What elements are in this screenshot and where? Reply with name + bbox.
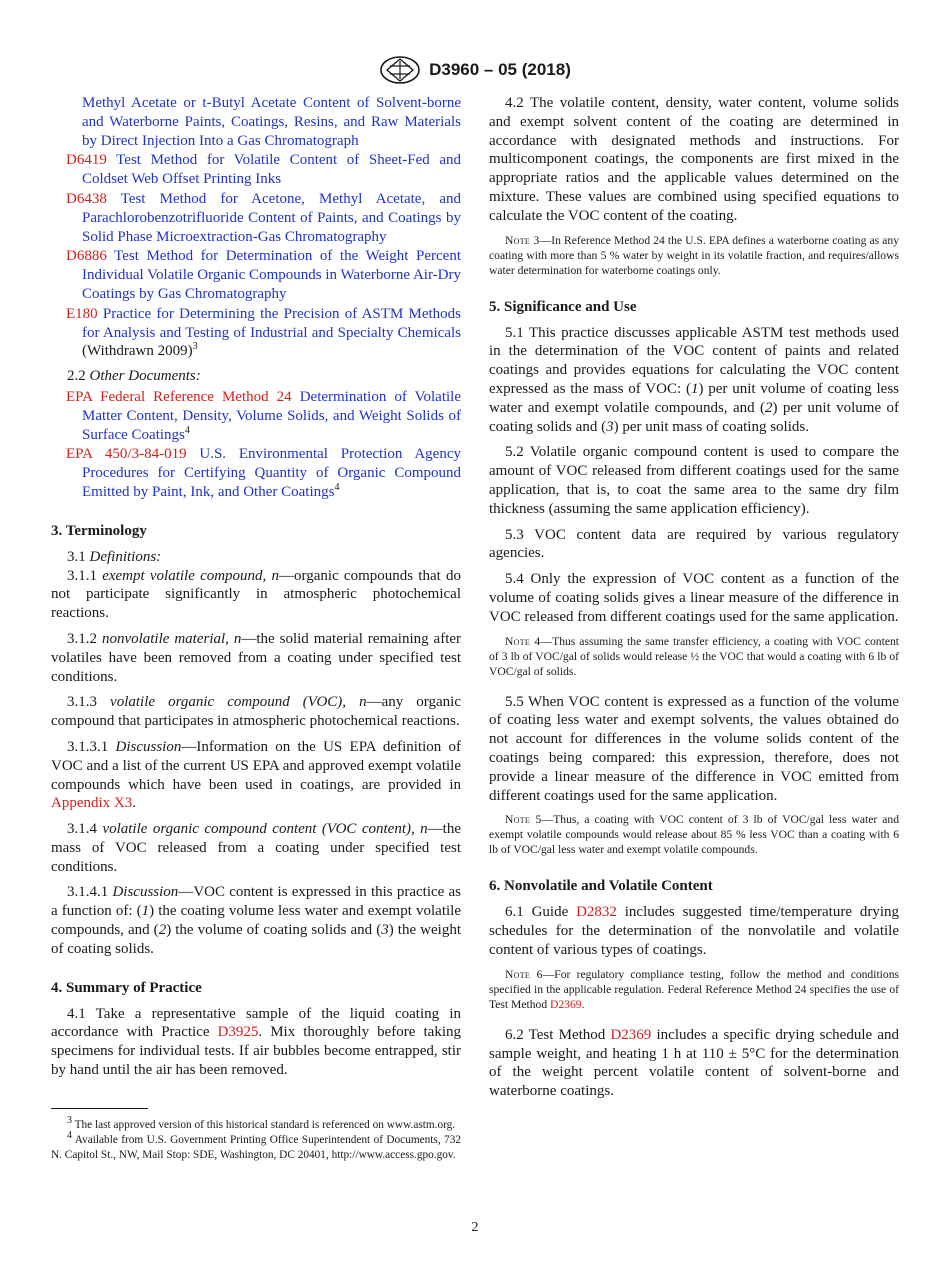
footnote-mark: 3 [67,1115,72,1127]
note-label: Note 5 [505,813,542,827]
reference-continuation [51,94,461,150]
reference-epa-450 [51,445,461,501]
section-number: 3.1.3.1 [67,738,109,755]
text-span: ) the volume of coating solids and ( [166,922,382,939]
paragraph-4-2: 4.2 The volatile content, density, water content, volume solids and exempt solvent content of the coating are determined in accordance with designated methods and instructions. For multicomponent coatings, the components are first mixed in the appropriate ratios and the applicable values determined on the mixture. These values are combined using specified equations to calculate the VOC content of the coating. [489,95,899,224]
test-method-link[interactable]: D2369 [610,1026,652,1043]
page-header [0,54,950,86]
punctuation: . [132,795,136,812]
footnote-ref: 4 [184,424,190,436]
reference-title-link[interactable]: U.S. Environmental Protection Agency Procedures for Certifying Quantity of Organic Compound Emitted by Paint, Ink, and Other Coatings [82,446,461,500]
appendix-link[interactable]: Appendix X3 [51,795,133,812]
discussion-3-1-3-1 [51,738,461,813]
punctuation: . [581,997,585,1011]
reference-code-link[interactable]: D6886 [66,248,107,265]
term: Discussion [112,884,179,901]
definition-3-1-1 [51,567,461,623]
text-span: —VOC content is expressed in this practice as a function of: ( [51,884,462,920]
paragraph-6-1 [489,903,899,959]
reference-title-link[interactable]: Practice for Determining the Precision of ASTM Methods for Analysis and Testing of Industrial and Specialty Chemicals [82,305,461,341]
guide-link[interactable]: D2832 [576,904,617,921]
paragraph-6-2 [489,1026,899,1101]
text-span: 5.1 This practice discusses applicable ASTM test methods used in the determination of the VOC content of paints and related coatings and provides equations for calculating the VOC content expressed as the mass of VOC: ( [489,324,899,397]
paragraph-5-1 [489,324,899,437]
footnote-ref: 4 [334,481,340,493]
reference-d6419 [51,151,461,189]
term: Discussion [115,738,182,755]
note-label: Note 3 [505,233,540,247]
definition-text: —Information on the US EPA definition of VOC and a list of the current US EPA and approved exempt volatile compounds which have been used in coatings, are provided in [51,738,461,793]
footnotes [51,1115,461,1163]
section-heading-terminology: 3. Terminology [51,522,147,539]
section-number: 3.1.2 [67,630,97,647]
astm-logo-icon [379,55,421,85]
list-index: 3 [381,922,389,939]
term: volatile organic compound (VOC), n [110,694,367,711]
note-5 [489,812,899,857]
footnote-mark: 4 [67,1130,72,1142]
reference-epa-method-24 [51,388,461,444]
reference-code-link[interactable]: E180 [66,305,98,322]
reference-d6438 [51,190,461,246]
section-number: 3.1.1 [67,567,97,584]
reference-d6886 [51,247,461,303]
note-label: Note 6 [505,967,543,981]
text-span: . Mix thoroughly before taking specimens for individual tests. If air bubbles become entrapped, stir by hand until the air has been removed. [51,1024,461,1079]
note-text: —Thus assuming the same transfer efficiency, a coating with VOC content of 3 lb of VOC/gal of solids would release ½ the VOC that would a coating with 6 lb of VOC/gal of solids. [489,634,899,678]
definition-text: —organic compounds that do not participate significantly in atmospheric photochemical reactions. [51,567,461,622]
note-3 [489,233,899,278]
note-6 [489,967,899,1012]
term: nonvolatile material, n [101,630,242,647]
document-id: D3960 – 05 (2018) [429,60,571,79]
text-span: 6.1 Guide [505,904,577,921]
reference-code-link[interactable]: D6438 [66,190,107,207]
definition-text: —the solid material remaining after volatiles have been removed from a coating under specified test conditions. [51,630,462,685]
footnote-text: Available from U.S. Government Printing Office Superintendent of Documents, 732 N. Capitol St., NW, Mail Stop: SDE, Washington, DC 20401, http://www.access.gpo.gov. [51,1134,461,1161]
reference-code-link[interactable]: EPA 450/3-84-019 [66,446,187,463]
footnote-divider [51,1108,148,1109]
text-span: ) the coating volume less water and exempt volatile compounds, and ( [51,903,461,939]
withdrawn-note: (Withdrawn 2009) [82,343,193,360]
note-text: —For regulatory compliance testing, follow the method and conditions specified in the applicable regulation. Federal Reference Method 24 specifies the use of Test Method [489,967,899,1011]
definition-text: —the mass of VOC released from a coating under specified test conditions. [51,821,461,875]
right-column [489,94,899,1108]
reference-e180 [51,305,461,361]
footnote-4 [51,1130,461,1163]
paragraph-5-4: 5.4 Only the expression of VOC content as a function of the volume of coating solids gives a linear measure of the difference in VOC released from different coatings used for the same application. [489,571,899,625]
text-span: includes suggested time/temperature drying schedules for the determination of the nonvolatile and volatile content of various types of coatings. [489,904,899,958]
paragraph-5-2: 5.2 Volatile organic compound content is used to compare the amount of VOC released from different coatings used for the same application, that is, to coat the same area to the same dry film thickness (assuming the same application efficiency). [489,444,899,517]
term: volatile organic compound content (VOC content), n [102,821,428,838]
list-index: 2 [158,922,167,939]
term: exempt volatile compound, n [102,567,280,584]
list-index: 1 [141,903,150,920]
definitions-heading [51,548,461,567]
text-span: 6.2 Test Method [505,1026,611,1043]
other-documents-heading [51,367,461,386]
reference-title-link[interactable]: Test Method for Acetone, Methyl Acetate, and Parachlorobenzotrifluoride Content of Paints, and Coatings by Solid Phase Microextraction-Gas Chromatography [82,190,461,245]
definition-text: —any organic compound that participates in atmospheric photochemical reactions. [51,694,462,730]
text-span: 4.1 Take a representative sample of the liquid coating in accordance with Practice [51,1005,461,1041]
text-span: ) per unit volume of coating less water and exempt volatile compounds, and ( [489,380,899,416]
discussion-3-1-4-1 [51,883,461,958]
section-number: 2.2 [67,368,86,385]
note-text: —In Reference Method 24 the U.S. EPA defines a waterborne coating as any coating with more than 5 % water by weight in its volatile fraction, and requires/allows water determination for waterborne coatings only. [489,233,899,277]
reference-title-link[interactable]: Test Method for Determination of the Weight Percent Individual Volatile Organic Compounds in Waterborne Air-Dry Coatings by Gas Chromatography [82,248,461,302]
definition-3-1-4 [51,820,461,876]
reference-code-link[interactable]: EPA Federal Reference Method 24 [66,388,292,405]
section-heading-nonvolatile: 6. Nonvolatile and Volatile Content [489,878,713,895]
list-index: 2 [764,399,773,416]
section-heading-summary: 4. Summary of Practice [51,979,202,996]
paragraph-4-1 [51,1005,461,1080]
definition-3-1-3 [51,693,461,731]
text-span: ) the weight of coating solids. [51,922,461,957]
reference-code-link[interactable]: D6419 [66,152,107,169]
section-label: Definitions: [89,548,162,565]
section-number: 3.1.4 [67,821,97,838]
section-label: Other Documents: [89,368,201,385]
practice-link[interactable]: D3925 [217,1024,259,1041]
list-index: 3 [606,418,614,435]
section-heading-significance: 5. Significance and Use [489,298,637,315]
note-text: —Thus, a coating with VOC content of 3 lb of VOC/gal less water and exempt volatile compounds would release about 85 % less VOC than a coating with 6 lb of VOC/gal less water and exempt volatile compounds. [489,813,900,857]
text-span: ) per unit volume of coating solids and ( [489,399,899,435]
reference-title-link[interactable]: Determination of Volatile Matter Content, Density, Volume Solids, and Weight Solids of Surface Coatings [82,388,461,443]
section-number: 3.1.4.1 [67,884,109,901]
paragraph-5-5: 5.5 When VOC content is expressed as a function of the volume of coating less water and exempt solvents, the values obtained do not account for differences in the volume solids content of the coatings being compared: this expression, therefore, does not provide a linear measure of the difference in VOC emitted from different coatings used for the same application. [489,693,899,804]
test-method-link[interactable]: D2369 [550,997,582,1011]
reference-title-link[interactable]: Methyl Acetate or t-Butyl Acetate Content of Solvent-borne and Waterborne Paints, Coatings, Resins, and Raw Materials by Direct Injection Into a Gas Chromatograph [82,95,461,149]
page-number: 2 [471,1220,479,1235]
left-column [51,94,461,1087]
footnote-ref: 3 [192,341,198,353]
list-index: 1 [690,380,699,397]
note-4 [489,634,899,679]
section-number: 3.1.3 [67,694,97,711]
text-span: includes a specific drying schedule and sample weight, and heating 1 h at 110 ± 5°C for the determination of the weight percent volatile content of solvent-borne and waterborne coatings. [489,1026,899,1100]
footnote-3 [51,1115,461,1133]
definition-3-1-2 [51,630,461,686]
section-number: 3.1 [67,548,86,565]
text-span: ) per unit mass of coating solids. [613,418,809,435]
paragraph-5-3: 5.3 VOC content data are required by various regulatory agencies. [489,526,899,562]
footnote-text: The last approved version of this historical standard is referenced on www.astm.org. [72,1119,456,1131]
reference-title-link[interactable]: Test Method for Volatile Content of Sheet-Fed and Coldset Web Offset Printing Inks [82,152,461,188]
note-label: Note 4 [505,634,541,648]
